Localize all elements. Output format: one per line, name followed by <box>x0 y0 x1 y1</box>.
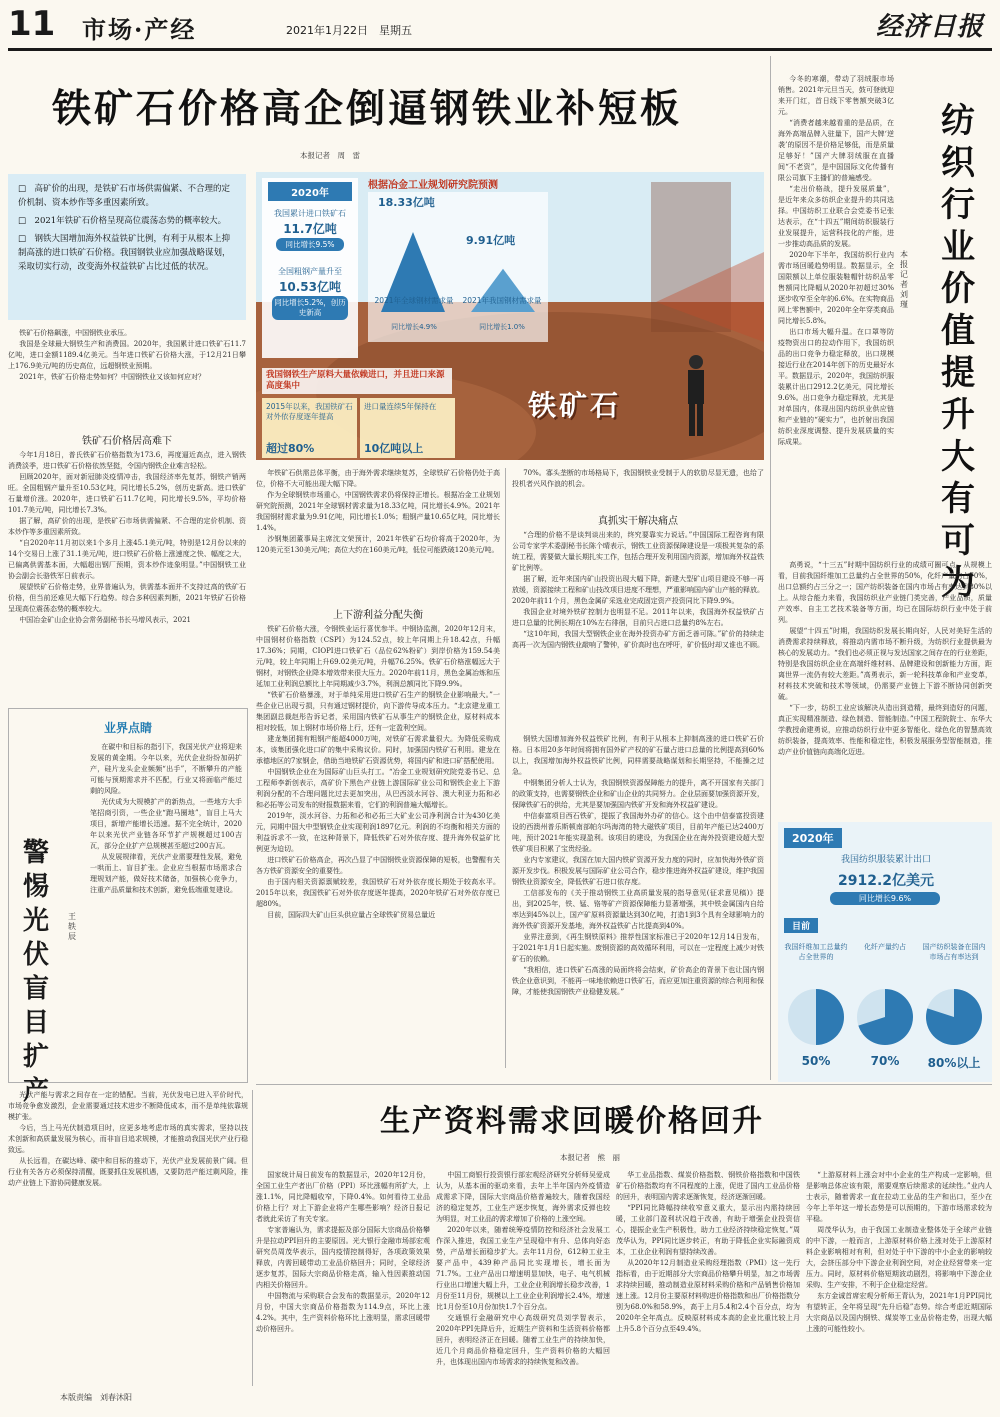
paragraph: “上游原材料上涨会对中小企业的生产构成一定影响，但是影响总体应该有限，需要观察后续需求的延续性。”业内人士表示，随着需求一直在拉动工业品的生产和出口，至少在今年上半年这一增长态势是可以预期的，下游市场需求较为平稳。 <box>806 1171 992 1223</box>
paragraph: 光伏成为大规模扩产的新热点，一些地方大手笔招商引资，一些企业“跑马圈地”，盲目上马大项目，新增产能增长迅速。据不完全统计，2020年以来光伏产业链各环节扩产规模超过100吉瓦，部分企业扩产总规模甚至超过200吉瓦。 <box>90 798 242 850</box>
paragraph: 70%。寡头垄断的市场格局下，我国钢铁业受制于人的软肋尽显无遗，也给了投机者兴风作浪的机会。 <box>512 469 764 488</box>
summary-point: □ 2021年铁矿石价格呈现高位震荡态势的概率较大。 <box>18 216 227 226</box>
paragraph: 国家统计局日前发布的数据显示，2020年12月份，全国工业生产者出厂价格（PPI）环比涨幅有所扩大，上涨1.1%，同比降幅收窄，下降0.4%。如何看待工业品价格上行？对上下游企业将产生哪些影响？经济日报记者就此采访了有关专家。 <box>256 1171 430 1223</box>
imports-value: 11.7亿吨 <box>283 222 337 236</box>
textile-byline: 本报记者 刘 瑾 <box>900 250 916 309</box>
textile-stat-label: 化纤产量约占 <box>864 943 906 951</box>
textile-column-2 <box>778 560 992 810</box>
opinion-title: 警惕光伏盲目扩产 <box>22 838 49 1106</box>
steel-label: 全国粗钢产量升至 <box>278 267 342 276</box>
paragraph: “自2020年11月初以来1个多月上涨45.1美元/吨，特别是12月份以来的14个交易日上涨了31.1美元/吨，进口铁矿石价格上涨速度之快、幅度之大，已偏离供需基本面，大幅超出钢厂预期，资本炒作迹象明显。”中国钢铁工业协会副会长骆铁军日前表示。 <box>8 539 246 580</box>
paragraph: 进口铁矿石价格高企，再次凸显了中国钢铁业资源保障的短板，也警醒有关各方铁矿资源安全的重要性。 <box>256 856 500 875</box>
section-title: 市场·产经 <box>82 15 197 44</box>
forecast-world-growth: 同比增长4.9% <box>391 323 437 331</box>
paragraph: “PPI同比降幅持续收窄意义重大，显示出内需持续回暖，工业部门盈利状况趋于改善，有助于增强企业投资信心，提振企业生产积极性，助力工业经济持续稳定恢复。”周茂华认为，PPI同比逐步转正，有助于降低企业实际融资成本，工业企业利润有望持续改善。 <box>616 1204 800 1256</box>
paragraph: 2020年下半年，我国纺织行业内需市场回暖趋势明显。数据显示，全国限额以上单位服装鞋帽针纺织品零售额同比降幅从2020年初超过30%逐步收窄至全年的6.6%。在实物商品网上零售额中，2020年全年穿类商品同比增长5.8%。 <box>778 251 894 325</box>
bottom-title: 生产资料需求回暖价格回升 <box>380 1104 764 1139</box>
paragraph: 光伏产能与需求之间存在一定的错配。当前，光伏发电已进入平价时代，市场竞争愈发激烈，企业需要通过技术进步不断降低成本，而不是单纯依靠规模扩张。 <box>8 1091 248 1121</box>
forecast-world-value: 18.33亿吨 <box>378 196 435 209</box>
paragraph: 中信泰富项目西石铁矿，提振了我国海外办矿的信心。这个由中信泰富投资建设的西澳州普乐斯顿南部帕尔玛海湾的特大磁铁矿项目，目前年产能已达2400万吨，预计2021年能实现盈利。该项目的建设，为我国企业在海外投资建设超大型铁矿项目积累了宝贵经验。 <box>512 812 764 853</box>
section-heading: 上下游利益分配失衡 <box>333 610 423 621</box>
paragraph: 钢铁大国增加海外权益铁矿比例，有利于从根本上抑制高涨的进口铁矿石价格。日本用20多年时间将拥有国外矿产权的矿石量占进口总量的比例提高到60%以上，我国增加海外权益铁矿比例，同样需要战略谋划和长期坚持，不能操之过急。 <box>512 735 764 776</box>
textile-chart-value: 2912.2亿美元 <box>837 873 935 889</box>
section-divider <box>256 1084 992 1085</box>
paragraph: 2020年以来，随着统筹疫情防控和经济社会发展工作深入推进，我国工业生产呈现稳中有升、总体向好态势，产品增长面稳步扩大。去年11月份，612种工业主要产品中，439种产品同比实现增长，增长面为71.7%。工业产品出口增速明显加快，电子、电气机械行业出口增速大幅上升，工业企业利润增长稳步改善，1月份至11月份，规模以上工业企业利润增长2.4%，增速比1月份至10月份加快1.7个百分点。 <box>436 1226 610 1311</box>
paragraph: 中国冶金矿山企业协会常务副秘书长马增风表示，2021 <box>19 616 192 624</box>
steel-growth: 同比增长5.2%，创历史新高 <box>272 296 348 320</box>
forecast-china-label: 2021年我国钢材需求量 <box>462 296 542 305</box>
textile-title: 纺织行业价值提升大有可为 <box>941 101 975 603</box>
paragraph: 作为全球钢铁市场重心，中国钢铁需求仍将保持正增长。根据冶金工业规划研究院预测，2021年全球钢材需求量为18.33亿吨，同比增长4.9%。2021年我国钢材需求量为9.91亿吨，同比增长1.0%；粗钢产量10.65亿吨，同比增长1.4%。 <box>256 491 500 532</box>
businessman-figure <box>676 352 716 442</box>
textile-pie-slice-1 <box>816 989 844 1045</box>
paragraph: 今后，当上马光伏制造项目时，应更多地考虑市场的真实需求，坚持以技术创新和高质量发展为核心，而非盲目追求规模，才能推动我国光伏产业行稳致远。 <box>8 1124 248 1154</box>
opinion-tag: 业界点睛 <box>104 721 153 735</box>
textile-chart <box>778 822 992 1082</box>
bottom-column-4 <box>806 1170 992 1384</box>
paragraph: 沙钢集团董事局主席沈文荣预计，2021年铁矿石均价将高于2020年，为120美元至130美元/吨；高位大约在160美元/吨，低位可能跌破120美元/吨。 <box>256 535 500 554</box>
panel-2020-year: 2020年 <box>268 182 352 201</box>
lead-column-3-top <box>512 468 764 500</box>
forecast-world-label: 2021年全球钢材需求量 <box>374 296 454 305</box>
lead-title: 铁矿石价格高企倒逼钢铁业补短板 <box>52 87 683 132</box>
lead-column-2 <box>256 624 500 1068</box>
paragraph: “走出价格战，提升发展质量”，是近年来众多纺织企业提升的共同选择。中国纺织工业联合会党委书记张达表示，在“十四五”期间纺织服装行业发展提升，运营科技化的产能，进一步推动高品质的发展。 <box>778 185 894 248</box>
paragraph: 铁矿石价格大涨，令钢铁业运行喜忧参半。中钢协监测，2020年12月末，中国钢材价格指数（CSPI）为124.52点，较上年同期上升18.42点，升幅17.36%；同期，CIOPI进口铁矿石（品位62%粉矿）到岸价格为159.54美元/吨，较上年同期上升69.02美元/吨，升幅76.25%。铁矿石价格涨幅远大于钢材，对钢铁企业降本增效带来很大压力。2020年前11月，黑色金属冶炼和压延加工业利润总额比上年同期减少3.7%，利润总额同比下降9.9%。 <box>256 625 500 688</box>
paragraph: 中国工商银行投资银行部宏观经济研究分析师吴爱成认为，从基本面的驱动来看，去年上半年国内外疫情造成需求下降，国际大宗商品价格普遍较大，随着我国经济的稳定复苏，工业生产逐步恢复，海外需求反弹也较为明显，对工业品的需求增加了价格的上涨空间。 <box>436 1171 610 1223</box>
paragraph: 我国企业对境外铁矿控制力也明显不足。2011年以来，我国海外权益铁矿占进口总量的比例长期在10%左右徘徊，目前只占进口总量约8%左右。 <box>512 608 764 627</box>
paragraph: 据了解，近年来国内矿山投资出现大幅下降，新建大型矿山项目建设不够一再放缓，资源接续工程和矿山技改项目进度不理想，严重影响国内矿山产能的释放。2020年前11个月，黑色金属矿采选业完成固定资产投资同比下降9.9%。 <box>512 575 764 605</box>
paragraph: 展望铁矿石价格走势，业界普遍认为，供需基本面并不支持过高的铁矿石价格，但当前还难见大幅下行趋势。综合多种因素判断，2021年铁矿石价格呈现高位震荡态势的概率较大。 <box>8 583 246 613</box>
paragraph: 铁矿石价格飙涨，中国钢铁业承压。 <box>19 329 132 337</box>
bottom-byline: 本报记者 熊 丽 <box>560 1153 620 1162</box>
iron-ore-infographic <box>256 172 764 460</box>
paragraph: 业界注意到，《再生钢铁原料》推荐性国家标准已于2020年12月14日发布，于2021年1月1日起实施。废钢资源的高效循环利用，可以在一定程度上减少对铁矿石的依赖。 <box>512 933 764 963</box>
paragraph: “合理的价格不是谈判谈出来的，终究要靠实力说话。”中国国际工程咨询有限公司专家学术委副秘书长陈个晴表示，钢铁工业资源保障建设是一项极其复杂的系统工程，需要做大量长期扎实工作，包括合理开发利用国内资源，增加海外权益铁矿比例等。 <box>512 531 764 572</box>
column-divider <box>770 56 771 1080</box>
paragraph: 在碳中和目标的指引下，我国光伏产业将迎来发展的黄金期。今年以来，光伏企业纷纷加码扩产，硅片龙头企业频频“出手”，不断攀升的产能可能与预期需求并不匹配，行业又将面临产能过剩的风险。 <box>90 743 242 795</box>
issue-date: 2021年1月22日 星期五 <box>286 24 412 37</box>
paragraph: 我国是全球最大钢铁生产和消费国。2020年，我国累计进口铁矿石11.7亿吨，进口金额1189.4亿美元。当年进口铁矿石价格大涨，于12月21日攀上176.9美元/吨的历史高位，远超钢铁业预期。 <box>8 340 246 370</box>
page-number: 11 <box>8 4 56 44</box>
paragraph: 工信部发布的《关于推动钢铁工业高质量发展的指导意见(征求意见稿)》提出，到2025年，铁、锰、铬等矿产资源保障能力显著增强，其中铁金属国内自给率达到45%以上，国产矿原料资源量达到30亿吨，打造1到3个具有全球影响力的海外铁矿资源开发基地，海外权益铁矿占比提高到40%。 <box>512 889 764 930</box>
lead-column-1 <box>8 450 246 690</box>
lead-column-2-top <box>256 468 500 596</box>
paragraph: 2019年，淡水河谷、力拓和必和必拓三大矿业公司净利润合计为430亿美元，同期中国大中型钢铁企业实现利润1897亿元。利润的不均衡和相关方面的利益诉求不一致，在这种背景下，降低铁矿石对外依存度、提升海外权益矿比例更为迫切。 <box>256 812 500 853</box>
column-divider <box>252 1090 253 1386</box>
paragraph: 高勇说，“十三五”时期中国纺织行业的成绩可圈可点。从规模上看，目前我国纤维加工总量约占全世界的50%，化纤产量约占70%，出口总额约占三分之一；国产纺织装备在国内市场占有率达到80%以上。从综合能力来看，我国纺织业产业链门类完善，产业品质，质量产效率、自主工艺技术装备等方面，均已在国际纺织行业中处于前列。 <box>778 561 992 624</box>
paragraph: “下一步，纺织工业应该解决从造出到造精，最终到造好的问题，真正实现精准制造、绿色制造、智能制造。”中国工程院院士、东华大学教授俞建勇说，应推动纺织行业中更多智能化、绿色化的智慧高效纺织装备，提高效率、性能和稳定性，积极发展服务型智能制造，推动产业价值链向高端化迈进。 <box>778 704 992 756</box>
lead-summary-box <box>8 174 246 320</box>
paragraph: 从长远看，在碳达峰、碳中和目标的推动下，光伏产业发展前景广阔。但行业有关各方必须保持清醒，既要抓住发展机遇，又要防范产能过剩风险，推动产业链上下游协同健康发展。 <box>8 1157 248 1187</box>
textile-stat-value: 70% <box>870 1054 900 1068</box>
lead-byline: 本报记者 周 雷 <box>300 151 360 160</box>
bottom-column-3 <box>616 1170 800 1384</box>
textile-now-label: 目前 <box>784 918 818 933</box>
page-editor: 本版责编 刘春沐阳 <box>60 1393 132 1402</box>
dependency-left-text: 2015年以来，我国铁矿石对外依存度逐年提高 <box>266 402 353 421</box>
paragraph: 交通银行金融研究中心高级研究员刘学智表示，2020年PPI先降后升，近期生产资料和生活资料价格都回升，表明经济正在回暖。随着工业生产的持续加快，近几个月商品价格稳定回升，生产资料价格的大幅回升，也体现出国内市场需求的持续恢复和改善。 <box>436 1314 610 1366</box>
textile-chart-label: 我国纺织服装累计出口 <box>840 855 931 865</box>
paragraph: 中国钢铁企业在为国际矿山巨头打工。“冶金工业规划研究院党委书记、总工程师李新创表示，高矿价下黑色产业链上游国际矿业公司和钢铁企业上下游利润分配的不合理问题比过去更加突出，从巴西淡水河谷、澳大利亚力拓和必和必拓等公司发布的财报数据来看，它们的利润普遍大幅增长。 <box>256 768 500 809</box>
header-rule <box>8 48 992 51</box>
opinion-body-continued <box>8 1090 248 1380</box>
bottom-column-1 <box>256 1170 430 1384</box>
paragraph: 出口市场大幅升温。在口罩等防疫物资出口的拉动作用下，我国纺织品的出口竞争力稳定释放，出口规模接近行业在2014年创下的历史最好水平。数据显示，2020年，我国纺织服装累计出口2912.2亿美元，同比增长9.6%。出口竞争力稳定释放，尤其是对单国内，体现出国内纺织业供应链和产业链的“硬实力”，也折射出我国纺织业深度调整、提升发展质量的实际成果。 <box>778 328 894 446</box>
paragraph: 年铁矿石供需总体平衡，由于海外需求继续复苏，全球铁矿石价格仍处于高位，价格不大可能出现大幅下降。 <box>256 469 500 488</box>
paragraph: 2021年，铁矿石价格走势如何？中国钢铁业又该如何应对？ <box>19 373 206 381</box>
textile-chart-growth: 同比增长9.6% <box>830 892 940 905</box>
imports-label: 我国累计进口铁矿石 <box>274 209 346 218</box>
textile-stat-label: 国产纺织装备在国内市场占有率达到 <box>922 943 986 961</box>
bottom-column-2 <box>436 1170 610 1384</box>
forecast-china-growth: 同比增长1.0% <box>479 323 525 331</box>
summary-point: □ 高矿价的出现，是铁矿石市场供需偏紧、不合理的定价机制、资本炒作等多重因素所致。 <box>18 184 231 208</box>
iron-ore-label: 铁矿石 <box>528 389 622 422</box>
paragraph: 目前，国际四大矿山巨头供应量占全球铁矿贸易总量近 <box>267 911 436 919</box>
steel-value: 10.53亿吨 <box>279 280 341 294</box>
section-heading: 真抓实干解决痛点 <box>598 516 678 527</box>
forecast-title: 根据冶金工业规划研究院预测 <box>368 180 498 191</box>
textile-stat-pies <box>778 982 992 1052</box>
column-divider <box>505 468 506 1068</box>
paragraph: 中钢集团分析人士认为，我国钢铁资源保障能力的提升，离不开国家有关部门的政策支持，也需要钢铁企业和矿山企业的共同努力。企业层面要加强资源开发，保障铁矿石的供给，尤其是要加强国内铁矿开发和海外权益矿建设。 <box>512 779 764 809</box>
paragraph: 回顾2020年，面对新冠肺炎疫情冲击，我国经济率先复苏，钢铁产销两旺。全国粗钢产量升至10.53亿吨，同比增长5.2%，创历史新高。进口铁矿石量增价涨。2020年，进口铁矿石11.7亿吨，同比增长9.5%，平均价格101.7美元/吨，同比增长7.3%。 <box>8 473 246 514</box>
paragraph: 中国物流与采购联合会发布的数据显示，2020年12月份，中国大宗商品价格指数为114.9点，环比上涨4.2%。其中，生产资料价格环比上涨明显，需求回暖带动价格回升。 <box>256 1292 430 1333</box>
dependency-right-value: 10亿吨以上 <box>364 442 424 455</box>
masthead-logo: 经济日报 <box>876 12 985 42</box>
paragraph: 今年1月18日，普氏铁矿石价格指数为173.6，再度逼近高点，进入钢铁消费淡季，进口铁矿石价格依然坚挺，令国内钢铁企业难言轻松。 <box>8 451 246 470</box>
paragraph: 周茂华认为，由于我国工业制造业整体处于全球产业链的中下游，一般而言，上游原材料价格上涨对处于上游原材料企业影响相对有利，但对处于中下游的中小企业的影响较大，会挤压部分中下游企业利润空间，对企业经营带来一定压力。同时，原材料价格短期波动剧烈，将影响中下游企业采购、生产安排，不利于企业稳定经营。 <box>806 1226 992 1289</box>
textile-chart-year: 2020年 <box>784 828 842 848</box>
paragraph: “铁矿石价格暴涨，对于单纯采用进口铁矿石生产的钢铁企业影响最大。”一些企业已出现亏损，只有通过钢材提价，向下游传导成本压力。“北京建龙重工集团副总裁赵彤告诉记者，采用国内铁矿石从事生产的钢铁企业，原材料成本相对较低，加上钢材市场价格上行，还有一定盈利空间。 <box>256 691 500 732</box>
paragraph: 华工业品指数、煤炭价格指数、钢铁价格指数和中国铁矿石价格指数均有不同程度的上涨，促进了国内工业品价格的回升，表明国内需求逐渐恢复，经济逐渐回暖。 <box>616 1171 800 1201</box>
dependency-right-text: 进口量连续5年保持在 <box>364 402 437 411</box>
paragraph: 从发展规律看，光伏产业需要理性发展，避免一哄而上、盲目扩张。企业应当根据市场需求合理规划产能，做好技术储备，加强核心竞争力，注重产品质量和技术创新，避免低端重复建设。 <box>90 853 242 894</box>
paragraph: 今冬的寒潮，带动了羽绒服市场销售。2021年元旦当天，鼓可登就迎来开门红，首日线下零售额突破3亿元。 <box>778 75 894 116</box>
paragraph: 从2020年12月制造业采购经理指数（PMI）这一先行指标看，由于近期部分大宗商品价格攀升明显，加之市场需求持续回暖，推动制造业原材料采购价格和产品销售价格加速上涨。12月份主要原材料购进价格指数和出厂价格指数分别为68.0%和58.9%，高于上月5.4和2.4个百分点，均为2020年全年高点。反映原材料成本高的企业比重比较上月上升5.8个百分点至49.4%。 <box>616 1259 800 1333</box>
lead-column-3 <box>512 530 764 730</box>
paragraph: “消费者越来越看重的是品质，在海外高端品牌入驻量下，国产大牌‘逆袭’的原因不是价格足够低，而是质量足够好！”国产大牌羽绒服在直播间“不老资”，是中国国际文化传播有限公司旗下主播们的普遍感受。 <box>778 119 894 182</box>
textile-column-1 <box>778 74 894 472</box>
lead-column-3-cont <box>512 734 764 1068</box>
paragraph: “这10年间，我国大型钢铁企业在海外投资办矿方面乏善可陈。”矿价的持续走高再一次为国内钢铁业敲响了警钟，矿价高时也在呼吁，矿价低时却又谁也不顾。 <box>512 630 764 649</box>
paragraph: 建龙集团拥有粗钢产能超4000万吨，对铁矿石需求量很大。为降低采购成本，该集团强化进口矿的集中采购议价。同时，加强国内铁矿石利用。建龙在承德地区的7家钢企，借助当地铁矿石资源优势，将国内矿和进口矿搭配使用。 <box>256 735 500 765</box>
imports-growth: 同比增长9.5% <box>276 238 344 251</box>
forecast-chart <box>368 192 548 342</box>
paragraph: 专家普遍认为，需求提振及部分国际大宗商品价格攀升是拉动PPI回升的主要原因。光大银行金融市场部宏观研究员周茂华表示，国内疫情控制得好，各项政策效果释放，内需回暖带动工业品价格回升；同时，全球经济逐步复苏，国际大宗商品价格走高，输入性因素推动国内相关价格回升。 <box>256 1226 430 1289</box>
paragraph: 展望“十四五”时期，我国纺织发展长期向好，人民对美好生活的消费需求持续释放，将推动内需市场不断升级，为纺织行业提供最为核心的发展动力。“我们也必须正视与发达国家之间存在的行业差距，特别是我国纺织企业在高端纤维材料、品牌建设和创新能力方面，距离世界一流仍有较大差距。”高勇表示，新一轮科技革命和产业变革，材料技术突破和技术等领域，仍需要产业链上下游不断协同创新突破。 <box>778 627 992 701</box>
forecast-china-value: 9.91亿吨 <box>466 234 516 247</box>
opinion-body <box>90 742 242 1076</box>
lead-intro <box>8 328 246 428</box>
summary-point: □ 钢铁大国增加海外权益铁矿比例，有利于从根本上抑制高涨的进口铁矿石价格。我国钢铁业应加强战略谋划，采取切实行动，改变海外权益铁矿占比过低的状况。 <box>18 234 231 272</box>
dependency-left-value: 超过80% <box>266 442 315 455</box>
paragraph: “我相信，进口铁矿石高涨的局面终将会结束，矿价高企的背景下也让国内钢铁企业意识到，不能再一味地依赖进口铁矿石，而应更加注重资源的综合利用和保障，才能使我国钢铁产业稳健发展。” <box>512 966 764 996</box>
textile-stat-value: 50% <box>801 1054 831 1068</box>
opinion-author: 王轶辰 <box>68 912 76 941</box>
paragraph: 由于国内相关资源禀赋较差，我国铁矿石对外依存度长期处于较高水平。2015年以来，我国铁矿石对外依存度逐年提高，2020年铁矿石对外依存度已超80%。 <box>256 878 500 908</box>
paragraph: 业内专家建议，我国在加大国内铁矿资源开发力度的同时，应加快海外铁矿资源开发步伐。积极发展与国际矿业公司合作，稳步推进海外权益矿建设，维护我国钢铁业资源安全，降低铁矿石进口依存度。 <box>512 856 764 886</box>
paragraph: 东方金诚首席宏观分析师王青认为，2021年1月PPI同比有望转正，全年将呈现“先升后稳”态势。综合考虑近期国际大宗商品以及国内钢铁、煤炭等工业品价格走势，出现大幅上涨的可能性较小。 <box>806 1292 992 1333</box>
paragraph: 据了解，高矿价的出现，是铁矿石市场供需偏紧、不合理的定价机制、资本炒作等多重因素所致。 <box>8 517 246 536</box>
dependency-title: 我国钢铁生产原料大量依赖进口，并且进口来源高度集中 <box>262 368 452 394</box>
textile-stat-value: 80%以上 <box>927 1056 981 1070</box>
section-heading: 铁矿石价格居高难下 <box>82 436 172 447</box>
textile-stat-label: 我国纤维加工总量约占全世界的 <box>784 943 848 961</box>
